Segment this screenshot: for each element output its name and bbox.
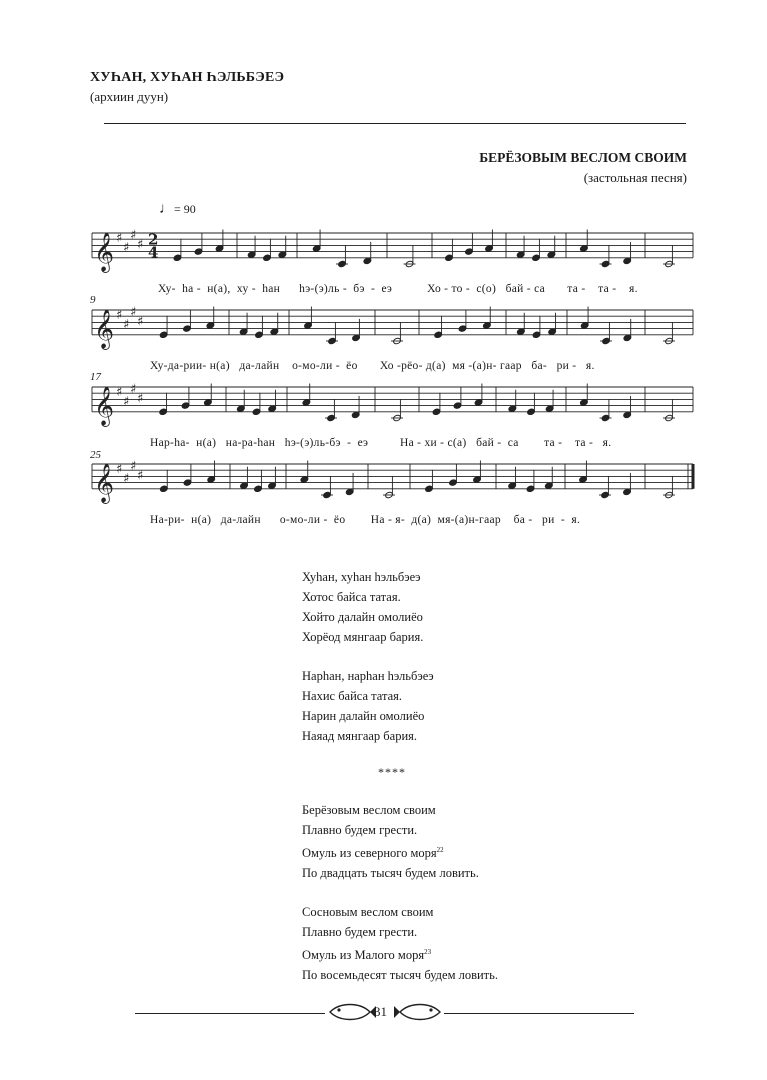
translation-text: [302, 800, 498, 1004]
time-signature-numerator: 2: [148, 230, 159, 249]
verse-line: По восемьдесят тысяч будем ловить.: [302, 968, 498, 982]
verse-text: [302, 567, 434, 765]
quarter-note-icon: ♩: [159, 201, 174, 217]
lyrics-line: Нар-һа- н(а) на-ра-һан һэ-(э)ль-бэ - еэ На - хи - с(а) бай - са та - та - я.: [150, 437, 612, 449]
verse-line: Омуль из Малого моря$^{23}$: [302, 948, 432, 962]
treble-clef-icon: 𝄞: [94, 462, 115, 503]
sharp-icon: ♯: [130, 305, 137, 321]
time-signature-denominator: 4: [148, 243, 159, 262]
sharp-icon: ♯: [123, 394, 130, 410]
sharp-icon: ♯: [130, 228, 137, 244]
lyrics-line: На-ри- н(а) да-лайн о-мо-ли - ёо На - я- д(а) мя-(а)н-гаар ба - ри - я.: [150, 514, 581, 526]
verse-line: Сосновым веслом своим: [302, 905, 434, 919]
lyrics-line: Ху- һа - н(а), ху - һан һэ-(э)ль - бэ - еэ Хо - то - с(о) бай - са та - та - я.: [158, 283, 638, 295]
verse-line: Хойто далайн омолиёо: [302, 610, 423, 624]
sharp-icon: ♯: [123, 317, 130, 333]
treble-clef-icon: 𝄞: [94, 231, 115, 272]
sharp-icon: ♯: [130, 382, 137, 398]
treble-clef-icon: 𝄞: [94, 385, 115, 426]
song-subtitle: (архиин дуун): [90, 89, 169, 104]
verse-line: Плавно будем грести.: [302, 823, 418, 837]
verse-line: По двадцать тысяч будем ловить.: [302, 866, 479, 880]
sharp-icon: ♯: [130, 459, 137, 475]
stanza: [302, 567, 434, 647]
verse-line: Наяад мянгаар бария.: [302, 729, 418, 743]
verse-line: Омуль из северного моря$^{22}$: [302, 846, 444, 860]
sharp-icon: ♯: [137, 468, 144, 484]
lyrics-line: Ху-да-рии- н(а) да-лайн о-мо-ли - ёо Хо -рёо- д(а) мя -(а)н- гаар ба- ри - я.: [150, 360, 595, 372]
sharp-icon: ♯: [116, 462, 123, 478]
piece-subtitle: (застольная песня): [583, 170, 687, 185]
verse-line: Плавно будем грести.: [302, 925, 418, 939]
sharp-icon: ♯: [116, 385, 123, 401]
measure-number: 17: [90, 371, 101, 383]
stanza: [302, 902, 498, 985]
verse-line: Хорёод мянгаар бария.: [302, 630, 424, 644]
sharp-icon: ♯: [116, 231, 123, 247]
section-separator: ****: [378, 765, 406, 779]
sharp-icon: ♯: [123, 240, 130, 256]
sharp-icon: ♯: [137, 314, 144, 330]
treble-clef-icon: 𝄞: [94, 308, 115, 349]
footnote-ref[interactable]: 22: [436, 846, 444, 854]
song-title: ХУҺАН, ХУҺАН ҺЭЛЬБЭЕЭ: [90, 70, 285, 85]
measure-number: 25: [90, 449, 101, 461]
stanza: [302, 666, 434, 746]
measure-number: 9: [90, 294, 96, 306]
footer-rule-left: [135, 1013, 325, 1014]
footnote-ref[interactable]: 23: [424, 948, 432, 956]
verse-line: Нарһан, нарһан һэльбэеэ: [302, 669, 434, 683]
verse-line: Берёзовым веслом своим: [302, 803, 436, 817]
footer-rule-right: [444, 1013, 634, 1014]
piece-title: БЕРЁЗОВЫМ ВЕСЛОМ СВОИМ: [479, 150, 687, 165]
sharp-icon: ♯: [137, 237, 144, 253]
stanza: [302, 800, 498, 883]
sharp-icon: ♯: [123, 471, 130, 487]
tempo-value: = 90: [174, 202, 196, 216]
verse-line: Хуһан, хуһан һэльбэеэ: [302, 570, 421, 584]
sharp-icon: ♯: [116, 308, 123, 324]
verse-line: Нахис байса татая.: [302, 689, 403, 703]
sharp-icon: ♯: [137, 391, 144, 407]
verse-line: Хотос байса татая.: [302, 590, 401, 604]
verse-line: Нарин далайн омолиёо: [302, 709, 425, 723]
page-number: 31: [374, 1004, 387, 1019]
